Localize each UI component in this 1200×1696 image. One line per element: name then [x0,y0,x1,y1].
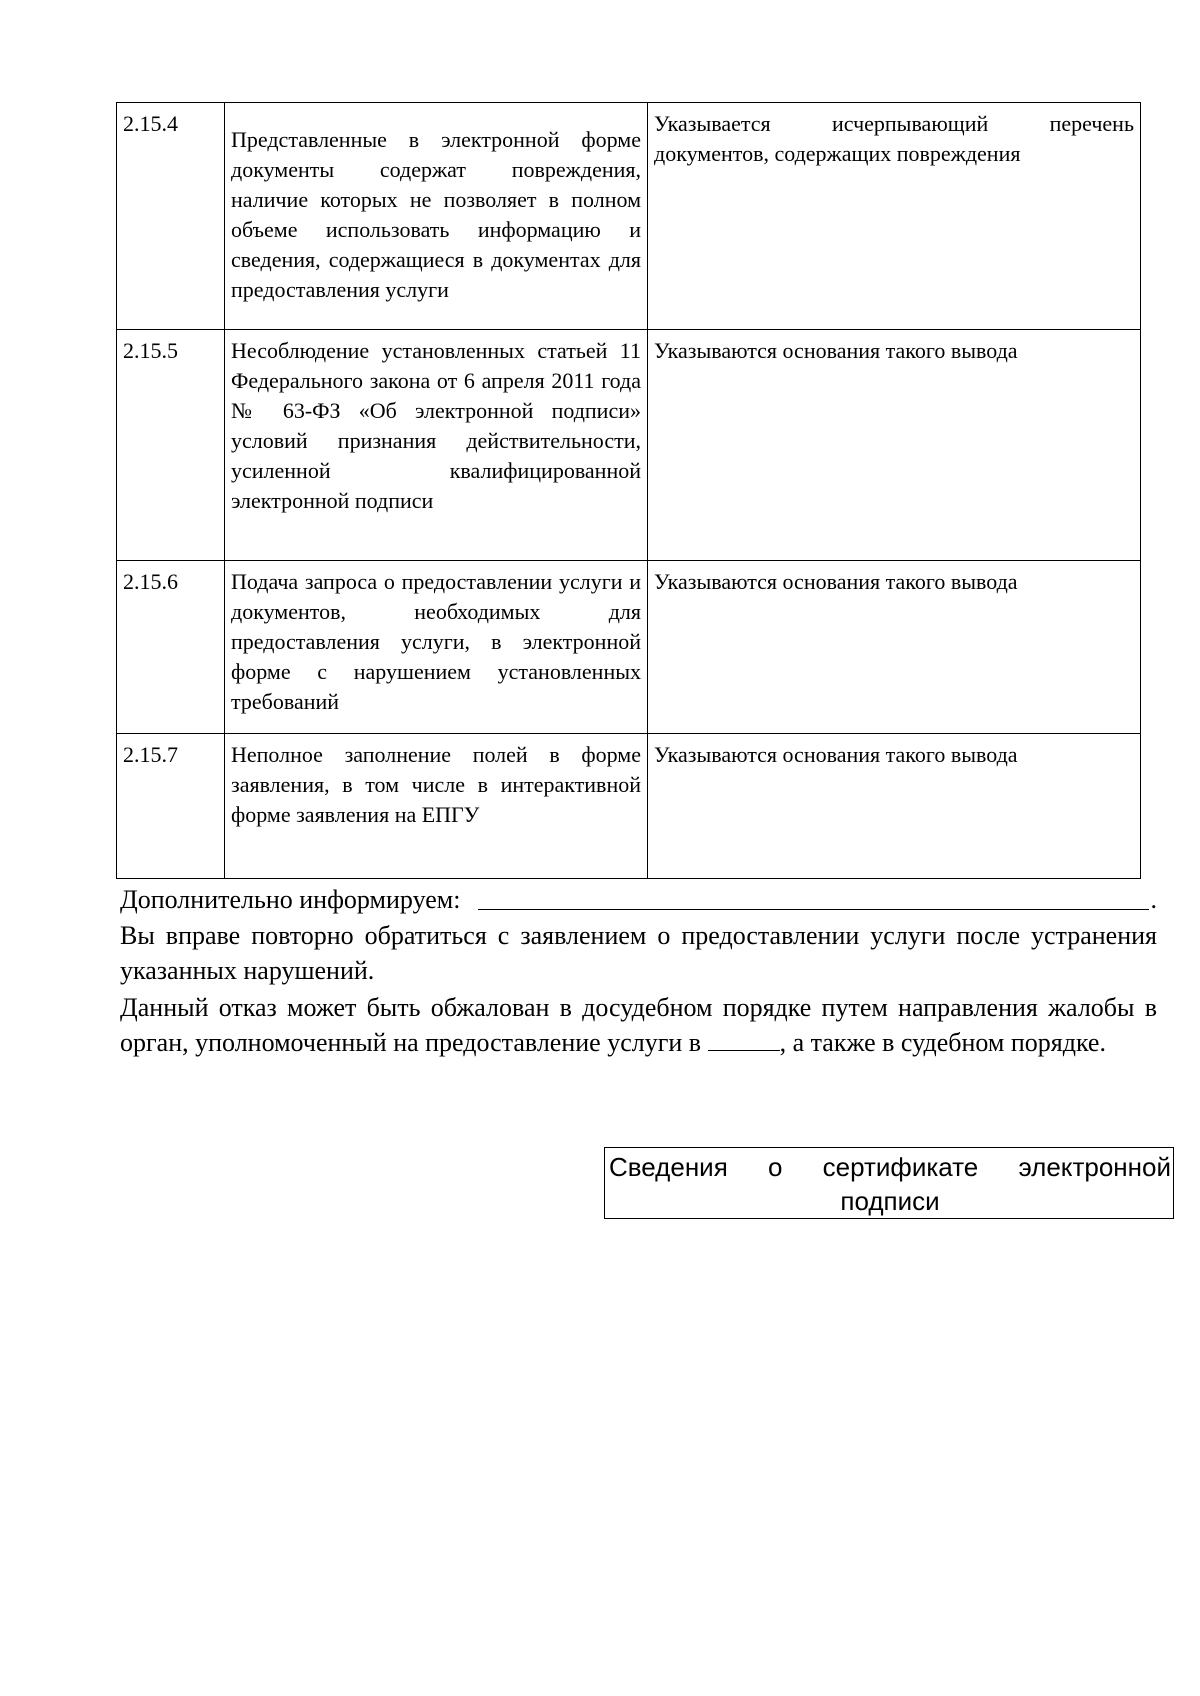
appeal-authority-blank [708,1030,780,1051]
refusal-ground-explanation: Указываются основания такого вывода [648,330,1141,561]
additional-info-label: Дополнительно информируем: [120,885,461,914]
additional-info-end: . [1150,885,1157,914]
table-row [117,561,1141,734]
clause-number: 2.15.5 [117,330,225,561]
appeal-paragraph [120,990,1157,1060]
repeat-application-paragraph: Вы вправе повторно обратиться с заявлением о предоставлении услуги после устранения указанных нарушений. [120,921,1157,985]
refusal-grounds-table [116,102,1141,879]
signature-certificate-box [604,1147,1174,1219]
additional-info-line [120,882,1157,917]
clause-number: 2.15.4 [117,103,225,330]
refusal-ground-description: Неполное заполнение полей в форме заявления, в том числе в интерактивной форме заявления на ЕПГУ [225,734,648,879]
table-row [117,734,1141,879]
table-row [117,103,1141,330]
refusal-ground-text: Представленные в электронной форме документы содержат повреждения, наличие которых не позволяет в полном объеме использовать информацию и сведения, содержащиеся в документах для предоставления услуги [231,127,641,302]
appeal-text-start: Данный отказ может быть обжалован в досудебном порядке путем направления жалобы в орган, уполномоченный на предоставление услуги в [120,993,1157,1057]
clause-number: 2.15.6 [117,561,225,734]
refusal-ground-explanation: Указываются основания такого вывода [648,561,1141,734]
refusal-ground-explanation: Указываются основания такого вывода [648,734,1141,879]
refusal-ground-description: Несоблюдение установленных статьей 11 Федерального закона от 6 апреля 2011 года № 63-ФЗ «Об электронной подписи» условий признания действительности, усиленной квалифицированной электронной подписи [225,330,648,561]
clause-number: 2.15.7 [117,734,225,879]
refusal-ground-explanation: Указывается исчерпывающий перечень документов, содержащих повреждения [648,103,1141,330]
certificate-title-line1: Сведения о сертификате электронной [609,1152,1171,1182]
certificate-title-line2: подписи [840,1186,940,1216]
refusal-ground-description [225,103,648,330]
table-row [117,330,1141,561]
refusal-ground-description: Подача запроса о предоставлении услуги и документов, необходимых для предоставления услуги, в электронной форме с нарушением установленных требований [225,561,648,734]
appeal-text-end: , а также в судебном порядке. [779,1028,1106,1057]
additional-info-blank [478,889,1148,910]
